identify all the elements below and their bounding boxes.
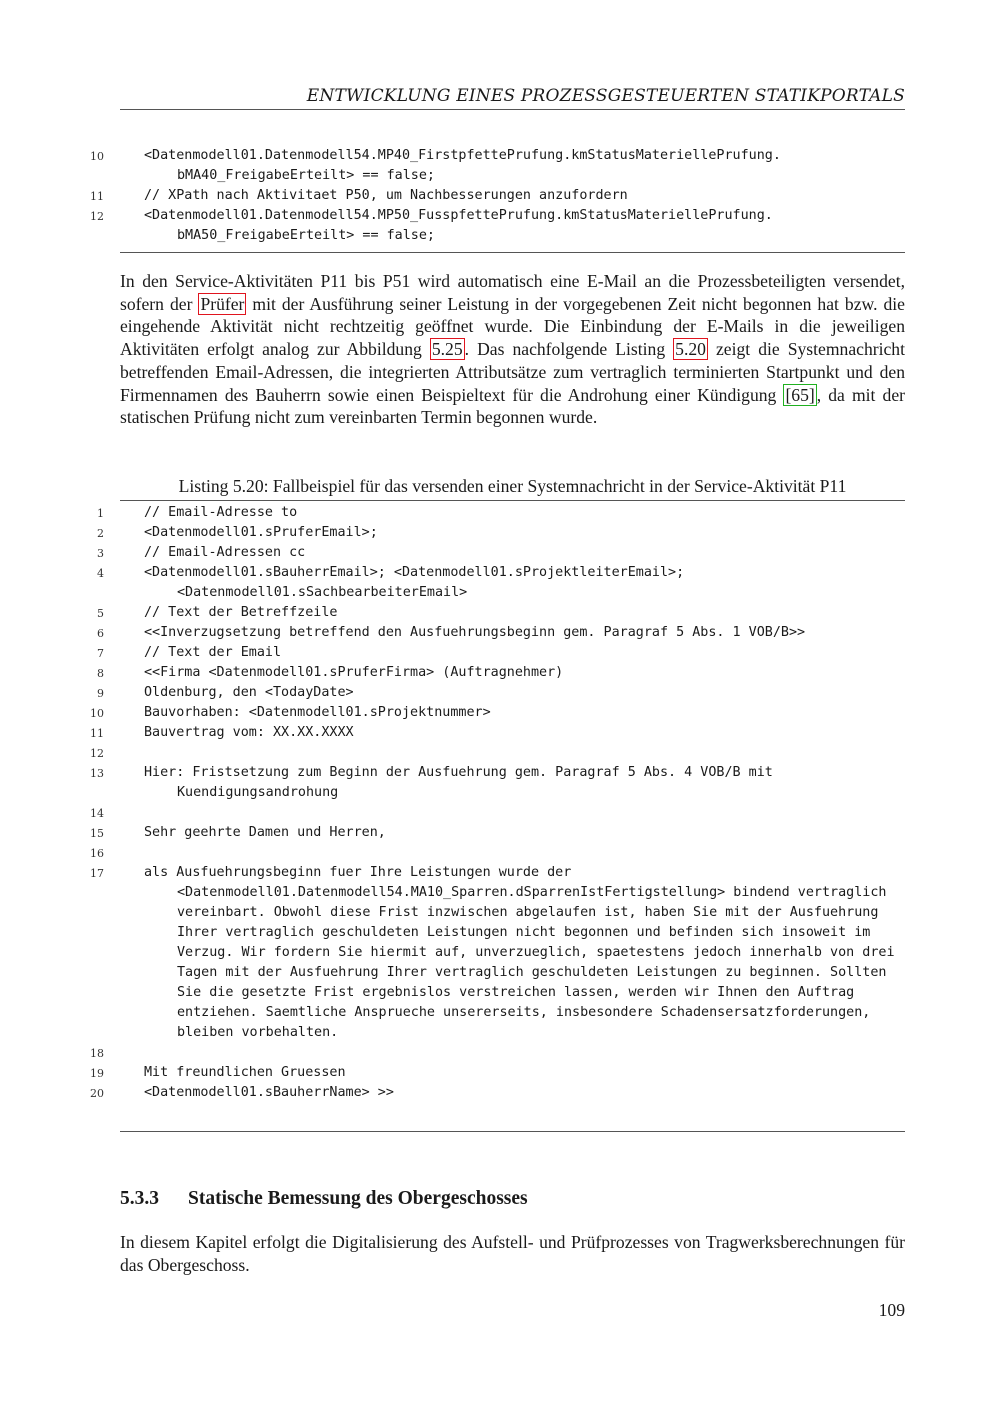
- paragraph-text: zeigt die Systemnachricht betreffenden Email-Adressen, die integrierten Attributsätze zum vertraglich terminierten Startpunkt und den Firmennamen des Bauherrn sowie einen Beispieltext für die Androhung einer Kündigung: [120, 339, 905, 405]
- code-continuation: <Datenmodell01.Datenmodell54.MA10_Sparren.dSparrenIstFertigstellung> bindend vertraglich vereinbart. Obwohl diese Frist inzwischen abgelaufen ist, haben Sie mit der Ausfuehrung Ihrer vertraglich geschuldeten Leistungen nicht begonnen und befinden sich insoweit im Verzug. Wir fordern Sie hiermit auf, unverzueglich, spaetestens jedoch innerhalb von drei Tagen mit der Ausfuehrung Ihrer vertraglich geschuldeten Leistungen zu beginnen. Sollten Sie die gesetzte Frist ergebnislos verstreichen lassen, werden wir Ihnen den Auftrag entziehen. Saemtliche Ansprueche unsererseits, insbesondere Schadensersatzforderungen, bleiben vorbehalten.: [177, 885, 903, 1040]
- section-title: Statische Bemessung des Obergeschosses: [188, 1188, 528, 1209]
- section-number: 5.3.3: [120, 1188, 159, 1209]
- code-line: [0, 146, 1000, 186]
- line-number: 18: [90, 1047, 104, 1060]
- code-text: Bauvertrag vom: XX.XX.XXXX: [144, 725, 354, 740]
- code-line: [0, 623, 1000, 643]
- section-heading: [120, 1188, 528, 1210]
- code-text: Sehr geehrte Damen und Herren,: [144, 825, 386, 840]
- line-number: 8: [97, 667, 104, 680]
- line-number: 10: [90, 150, 104, 163]
- code-line: [0, 186, 1000, 206]
- code-text: <Datenmodell01.sPruferEmail>;: [144, 525, 378, 540]
- paragraph-text: mit der Ausführung seiner Leistung in der vorgegebenen Zeit nicht begonnen hat bzw. die eingehende Aktivität nicht rechtzeitig geöffnet wurde. Die Einbindung der E-Mails in die jeweiligen Aktivitäten erfolgt analog zur Abbildung: [120, 293, 905, 360]
- line-number: 14: [90, 807, 104, 820]
- code-text: // Email-Adresse to: [144, 505, 298, 520]
- code-line: [0, 543, 1000, 563]
- code-line: [0, 503, 1000, 523]
- line-number: 20: [90, 1087, 104, 1100]
- paragraph-text: , da mit der statischen Prüfung nicht zum vereinbarten Termin begonnen wurde.: [120, 384, 905, 428]
- line-number: 16: [90, 847, 104, 860]
- code-text: <<Inverzugsetzung betreffend den Ausfuehrungsbeginn gem. Paragraf 5 Abs. 1 VOB/B>>: [144, 625, 806, 640]
- line-number: 3: [97, 547, 104, 560]
- line-number: 1: [97, 507, 104, 520]
- code-text: Mit freundlichen Gruessen: [144, 1065, 346, 1080]
- code-text: // Text der Email: [144, 645, 282, 660]
- code-listing: [0, 503, 1000, 1103]
- paragraph-text: . Das nachfolgende Listing: [464, 339, 674, 360]
- code-line: [0, 823, 1000, 843]
- code-continuation: <Datenmodell01.sSachbearbeiterEmail>: [177, 585, 468, 600]
- line-number: 11: [90, 190, 104, 203]
- listing-continuation: [0, 146, 1000, 246]
- code-text: // Text der Betreffzeile: [144, 605, 338, 620]
- listing-bottom-rule: [120, 1131, 905, 1132]
- section-paragraph: In diesem Kapitel erfolgt die Digitalisierung des Aufstell- und Prüfprozesses von Tragwerksberechnungen für das Obergeschoss.: [120, 1232, 905, 1275]
- line-number: 11: [90, 727, 104, 740]
- code-line: [0, 743, 1000, 763]
- code-text: <Datenmodell01.sBauherrName> >>: [144, 1085, 394, 1100]
- code-line: [0, 703, 1000, 723]
- code-text: Oldenburg, den <TodayDate>: [144, 685, 354, 700]
- listing-bottom-rule: [120, 252, 905, 253]
- running-header: ENTWICKLUNG EINES PROZESSGESTEUERTEN STATIKPORTALS: [306, 86, 905, 106]
- line-number: 13: [90, 767, 104, 780]
- listing-ref-link[interactable]: 5.20: [675, 339, 706, 360]
- code-line: [0, 863, 1000, 1043]
- code-continuation: Kuendigungsandrohung: [177, 785, 339, 800]
- code-text: <Datenmodell01.sBauherrEmail>; <Datenmodell01.sProjektleiterEmail>;: [144, 565, 685, 580]
- code-line: [0, 563, 1000, 603]
- code-text: <<Firma <Datenmodell01.sPruferFirma> (Auftragnehmer): [144, 665, 564, 680]
- code-text: Bauvorhaben: <Datenmodell01.sProjektnummer>: [144, 705, 491, 720]
- listing-top-rule: [120, 500, 905, 501]
- code-line: [0, 803, 1000, 823]
- citation-link[interactable]: [65]: [785, 384, 815, 405]
- line-number: 19: [90, 1067, 104, 1080]
- code-line: [0, 1063, 1000, 1083]
- line-number: 10: [90, 707, 104, 720]
- code-line: [0, 1083, 1000, 1103]
- glossary-link-pruefer[interactable]: Prüfer: [200, 293, 245, 314]
- code-text: Hier: Fristsetzung zum Beginn der Ausfuehrung gem. Paragraf 5 Abs. 4 VOB/B mit: [144, 765, 773, 780]
- code-line: [0, 1043, 1000, 1063]
- line-number: 2: [97, 527, 104, 540]
- code-line: [0, 723, 1000, 743]
- paragraph-text: In den Service-Aktivitäten P11 bis P51 wird automatisch eine E-Mail an die Prozessbeteiligten versendet, sofern der: [120, 271, 905, 314]
- code-line: [0, 643, 1000, 663]
- code-text: als Ausfuehrungsbeginn fuer Ihre Leistungen wurde der: [144, 865, 572, 880]
- code-text: // Email-Adressen cc: [144, 545, 306, 560]
- code-text: <Datenmodell01.Datenmodell54.MP50_FusspfettePrufung.kmStatusMateriellePrufung.: [144, 208, 773, 223]
- code-text: <Datenmodell01.Datenmodell54.MP40_FirstpfettePrufung.kmStatusMateriellePrufung.: [144, 148, 781, 163]
- line-number: 4: [97, 567, 104, 580]
- code-line: [0, 843, 1000, 863]
- code-text: // XPath nach Aktivitaet P50, um Nachbesserungen anzufordern: [144, 188, 628, 203]
- line-number: 5: [97, 607, 104, 620]
- code-line: [0, 763, 1000, 803]
- header-rule: [120, 109, 905, 110]
- line-number: 9: [97, 687, 104, 700]
- code-line: [0, 206, 1000, 246]
- line-number: 12: [90, 210, 104, 223]
- line-number: 12: [90, 747, 104, 760]
- body-paragraph: [120, 270, 905, 429]
- line-number: 7: [97, 647, 104, 660]
- code-line: [0, 523, 1000, 543]
- code-continuation: bMA50_FreigabeErteilt> == false;: [177, 228, 435, 243]
- code-line: [0, 603, 1000, 623]
- code-continuation: bMA40_FreigabeErteilt> == false;: [177, 168, 435, 183]
- line-number: 15: [90, 827, 104, 840]
- figure-ref-link[interactable]: 5.25: [431, 339, 463, 360]
- page-number: 109: [878, 1300, 905, 1320]
- listing-caption: Listing 5.20: Fallbeispiel für das versenden einer Systemnachricht in der Service-Aktivität P11: [178, 476, 847, 496]
- line-number: 6: [97, 627, 104, 640]
- line-number: 17: [90, 867, 104, 880]
- code-line: [0, 663, 1000, 683]
- code-line: [0, 683, 1000, 703]
